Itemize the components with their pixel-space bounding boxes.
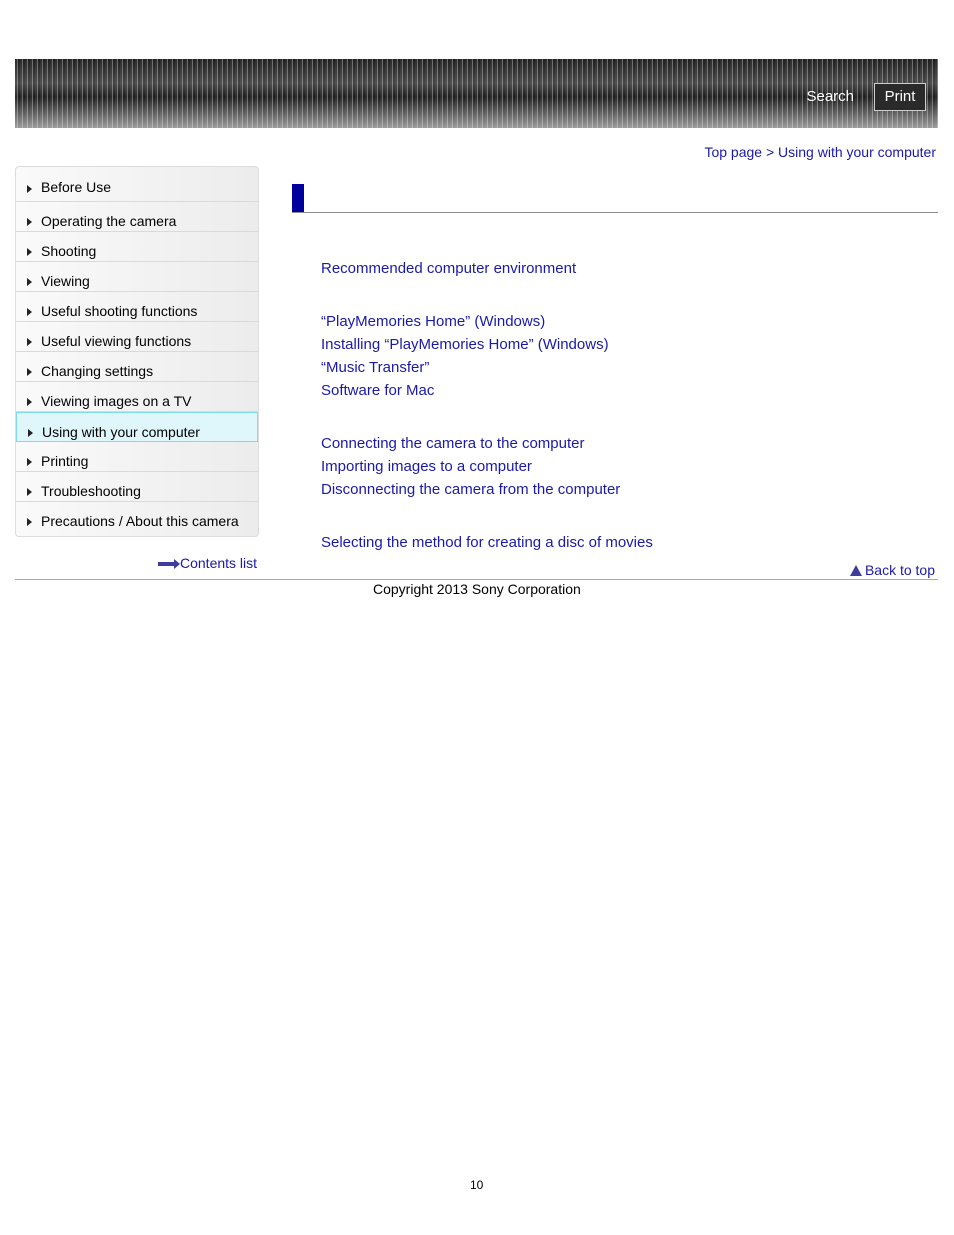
sidebar-item-label: Useful shooting functions — [41, 303, 198, 319]
footer-divider — [15, 579, 938, 580]
arrow-right-icon — [158, 562, 176, 566]
sidebar-item-label: Before Use — [41, 179, 112, 195]
title-divider — [292, 212, 938, 213]
copyright-text: Copyright 2013 Sony Corporation — [373, 581, 581, 597]
contents-list-link[interactable] — [158, 555, 257, 571]
sidebar-item-useful-viewing-functions[interactable] — [16, 322, 258, 352]
triangle-right-icon — [27, 368, 32, 376]
sidebar-item-label: Changing settings — [41, 363, 154, 379]
breadcrumb-current[interactable]: Using with your computer — [778, 144, 936, 160]
link-disc-creation-method[interactable]: Selecting the method for creating a disc of movies — [321, 534, 653, 551]
link-music-transfer[interactable]: “Music Transfer” — [321, 359, 430, 376]
triangle-right-icon — [27, 248, 32, 256]
triangle-right-icon — [27, 308, 32, 316]
link-playmemories-home-windows[interactable]: “PlayMemories Home” (Windows) — [321, 313, 546, 330]
sidebar-item-troubleshooting[interactable] — [16, 472, 258, 502]
sidebar-item-operating-the-camera[interactable] — [16, 202, 258, 232]
triangle-right-icon — [28, 429, 33, 437]
breadcrumb-top-page[interactable]: Top page — [704, 144, 763, 160]
link-recommended-computer-environment[interactable]: Recommended computer environment — [321, 260, 577, 277]
sidebar-item-label: Useful viewing functions — [41, 333, 192, 349]
triangle-right-icon — [27, 185, 32, 193]
sidebar-item-useful-shooting-functions[interactable] — [16, 292, 258, 322]
link-software-for-mac[interactable]: Software for Mac — [321, 382, 435, 399]
contents-list-label: Contents list — [180, 555, 258, 571]
header-banner — [15, 59, 938, 128]
sidebar-item-using-with-your-computer[interactable] — [16, 412, 258, 442]
sidebar-item-label: Troubleshooting — [41, 483, 141, 499]
search-button[interactable]: Search — [806, 88, 854, 105]
breadcrumb-separator: > — [762, 144, 779, 160]
link-installing-playmemories-home[interactable]: Installing “PlayMemories Home” (Windows) — [321, 336, 609, 353]
sidebar-item-viewing-images-on-tv[interactable] — [16, 382, 258, 412]
page-number: 10 — [470, 1178, 484, 1192]
back-to-top-link[interactable] — [850, 562, 935, 578]
sidebar-item-viewing[interactable] — [16, 262, 258, 292]
link-connecting-camera[interactable]: Connecting the camera to the computer — [321, 435, 585, 452]
sidebar-nav — [15, 166, 259, 537]
triangle-right-icon — [27, 398, 32, 406]
sidebar-item-printing[interactable] — [16, 442, 258, 472]
sidebar-item-shooting[interactable] — [16, 232, 258, 262]
sidebar-item-label: Viewing images on a TV — [41, 393, 192, 409]
sidebar-item-label: Precautions / About this camera — [41, 513, 239, 529]
sidebar-item-before-use[interactable] — [16, 167, 258, 202]
sidebar-item-precautions[interactable] — [16, 502, 258, 536]
sidebar-item-label: Printing — [41, 453, 89, 469]
back-to-top-label: Back to top — [864, 562, 935, 578]
link-importing-images[interactable]: Importing images to a computer — [321, 458, 532, 475]
triangle-up-icon — [850, 565, 862, 576]
triangle-right-icon — [27, 278, 32, 286]
link-disconnecting-camera[interactable]: Disconnecting the camera from the computer — [321, 481, 621, 498]
sidebar-item-label: Using with your computer — [42, 424, 200, 440]
triangle-right-icon — [27, 458, 32, 466]
print-button[interactable]: Print — [874, 83, 926, 111]
page-title-accent — [292, 184, 304, 213]
triangle-right-icon — [27, 518, 32, 526]
breadcrumb — [704, 144, 936, 160]
sidebar-item-changing-settings[interactable] — [16, 352, 258, 382]
sidebar-item-label: Operating the camera — [41, 213, 177, 229]
sidebar-item-label: Shooting — [41, 243, 97, 259]
sidebar-item-label: Viewing — [41, 273, 90, 289]
triangle-right-icon — [27, 488, 32, 496]
triangle-right-icon — [27, 338, 32, 346]
triangle-right-icon — [27, 218, 32, 226]
